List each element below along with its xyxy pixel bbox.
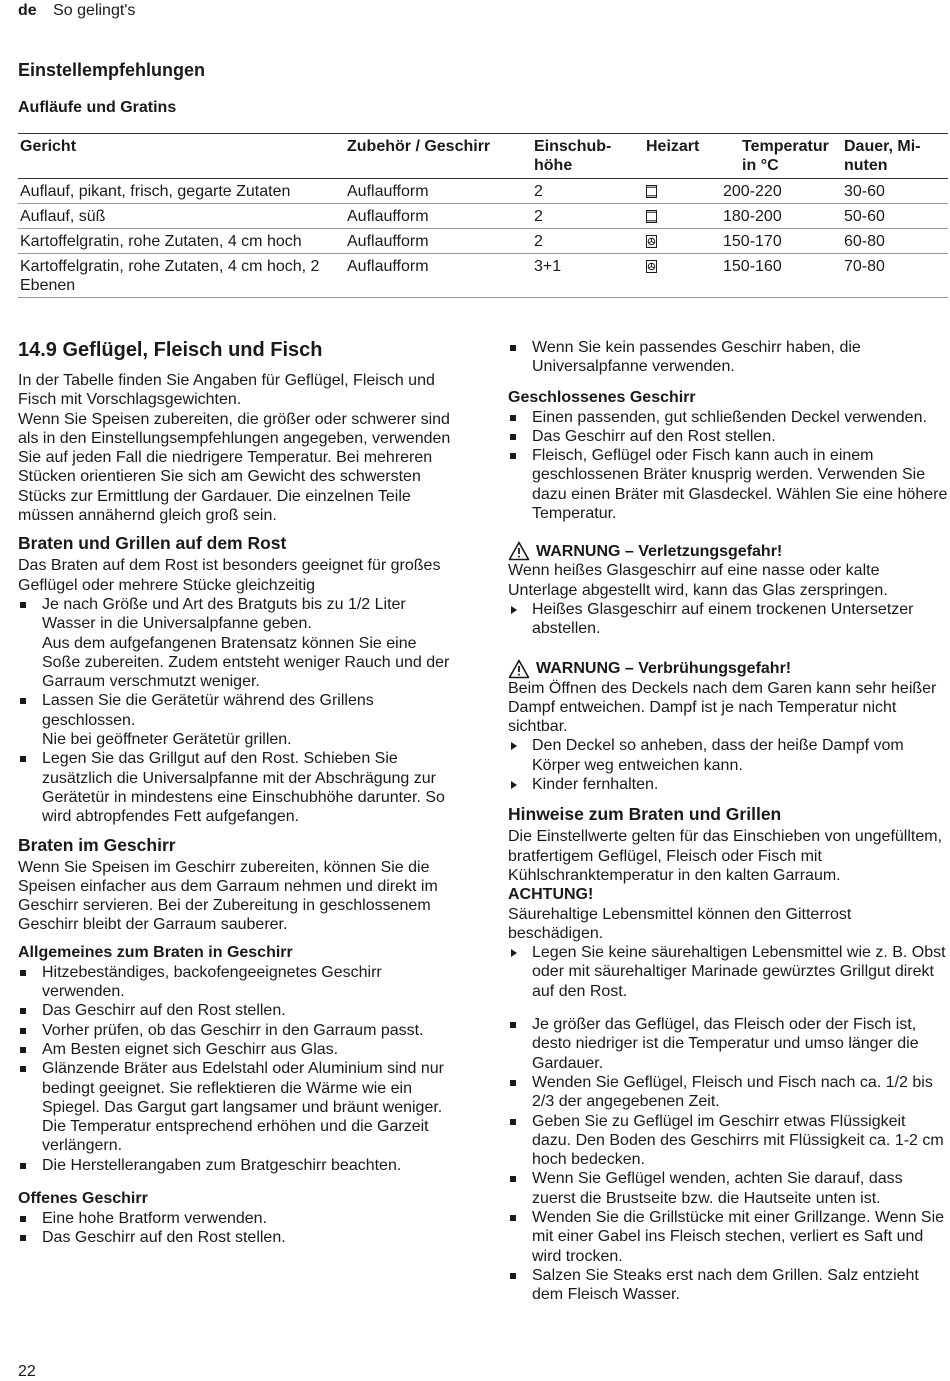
- col-time: Dauer, Mi-nuten: [842, 134, 948, 179]
- list-item: Je größer das Geflügel, das Fleisch oder der Fisch ist, desto niedriger ist die Temperatur und umso länger die Gardauer.: [508, 1015, 948, 1073]
- achtung-actions: [508, 943, 948, 1001]
- top-bottom-heat-icon: [646, 210, 657, 223]
- time-cell: 30-60: [842, 179, 948, 204]
- list-item-text: Je nach Größe und Art des Bratguts bis zu 1/2 Liter Wasser in die Universalpfanne geben.: [42, 595, 406, 633]
- dish-cell: Auflauf, süß: [18, 204, 345, 229]
- time-cell: 70-80: [842, 254, 948, 298]
- level-cell: 2: [532, 179, 644, 204]
- geschirr-heading: Braten im Geschirr: [18, 834, 176, 855]
- warning-text: Wenn heißes Glasgeschirr auf eine nasse oder kalte Unterlage abgestellt wird, kann das Glas zerspringen.: [508, 562, 888, 599]
- tool-cell: Auflaufform: [345, 229, 532, 254]
- allgemeines-heading: Allgemeines zum Braten in Geschirr: [18, 943, 293, 961]
- warning-actions: [508, 736, 948, 794]
- table-row: [18, 204, 948, 229]
- table-row: [18, 229, 948, 254]
- list-item: Fleisch, Geflügel oder Fisch kann auch in einem geschlossenen Bräter knusprig werden. Verwenden Sie dazu einen Bräter mit Glasdeckel. Wählen Sie eine höhere Temperatur.: [508, 446, 948, 523]
- temp-cell: 200-220: [721, 179, 842, 204]
- rost-heading: Braten und Grillen auf dem Rost: [18, 533, 287, 554]
- tool-cell: Auflaufform: [345, 179, 532, 204]
- section-title: 14.9 Geflügel, Fleisch und Fisch: [18, 339, 323, 361]
- warning-title: WARNUNG – Verbrühungsgefahr!: [536, 659, 792, 677]
- top-bottom-heat-icon: [646, 185, 657, 198]
- list-item: Das Geschirr auf den Rost stellen.: [18, 1228, 458, 1247]
- col-heat: Heizart: [644, 134, 721, 179]
- col-dish: Gericht: [18, 134, 345, 179]
- hinweise-list: [508, 1015, 948, 1304]
- page-number: 22: [18, 1363, 36, 1380]
- geschlossen-heading: Geschlossenes Geschirr: [508, 388, 696, 406]
- list-item: Wenn Sie kein passendes Geschirr haben, die Universalpfanne verwenden.: [508, 338, 948, 377]
- right-column: [508, 338, 948, 1304]
- col-accessory: Zubehör / Geschirr: [345, 134, 532, 179]
- time-cell: 50-60: [842, 204, 948, 229]
- list-item: Das Geschirr auf den Rost stellen.: [508, 427, 948, 446]
- level-cell: 2: [532, 229, 644, 254]
- list-item: Vorher prüfen, ob das Geschirr in den Garraum passt.: [18, 1021, 458, 1040]
- table-header-row: [18, 134, 948, 179]
- settings-subtitle: Aufläufe und Gratins: [18, 99, 177, 116]
- temp-cell: 150-160: [721, 254, 842, 298]
- page-header: [18, 2, 135, 20]
- warning-title: WARNUNG – Verletzungsgefahr!: [536, 542, 783, 560]
- list-item: Wenden Sie Geflügel, Fleisch und Fisch nach ca. 1/2 bis 2/3 der angegebenen Zeit.: [508, 1073, 948, 1112]
- list-item: Legen Sie keine säurehaltigen Lebensmittel wie z. B. Obst oder mit säurehaltiger Marinade gewürztes Grillgut direkt auf den Rost.: [508, 943, 948, 1001]
- temp-cell: 150-170: [721, 229, 842, 254]
- intro-paragraph: In der Tabelle finden Sie Angaben für Geflügel, Fleisch und Fisch mit Vorschlagsgewichten.: [18, 372, 435, 409]
- dish-cell: Auflauf, pikant, frisch, gegarte Zutaten: [18, 179, 345, 204]
- list-item: Kinder fernhalten.: [508, 775, 948, 794]
- settings-title: Einstellempfehlungen: [18, 60, 206, 80]
- achtung-label: ACHTUNG!: [508, 886, 594, 904]
- list-item: Legen Sie das Grillgut auf den Rost. Schieben Sie zusätzlich die Universalpfanne mit der Abschrägung zur Gerätetür in mindestens eine Einschubhöhe darunter. So wird abtropfendes Fett aufgefangen.: [18, 749, 458, 826]
- heat-cell: [644, 229, 721, 254]
- list-item: Den Deckel so anheben, dass der heiße Dampf vom Körper weg entweichen kann.: [508, 736, 948, 775]
- col-level: Einschub-höhe: [532, 134, 644, 179]
- heat-cell: [644, 179, 721, 204]
- time-cell: 60-80: [842, 229, 948, 254]
- achtung-text: Säurehaltige Lebensmittel können den Gitterrost beschädigen.: [508, 905, 852, 942]
- settings-table: [18, 133, 948, 298]
- intro-paragraph: Wenn Sie Speisen zubereiten, die größer oder schwerer sind als in den Einstellungsempfehlungen angegeben, verwenden Sie auf jeden Fall die niedrigere Temperatur. Bei mehreren Stücken orientieren Sie sich am Gewicht des schwersten Stücks zur Ermittlung der Gardauer. Die einzelnen Teile müssen annähernd gleich groß sein.: [18, 410, 451, 525]
- list-item: Einen passenden, gut schließenden Deckel verwenden.: [508, 408, 948, 427]
- level-cell: 2: [532, 204, 644, 229]
- header-section: So gelingt's: [53, 2, 136, 19]
- list-item-note: Nie bei geöffneter Gerätetür grillen.: [42, 731, 292, 749]
- offen-heading: Offenes Geschirr: [18, 1189, 148, 1207]
- offen-list: [18, 1209, 458, 1248]
- offen-list-cont: [508, 338, 948, 377]
- list-item: Glänzende Bräter aus Edelstahl oder Aluminium sind nur bedingt geeignet. Sie reflektieren die Wärme wie ein Spiegel. Das Gargut gart langsamer und bräunt weniger. Die Temperatur entsprechend erhöhen und die Garzeit verlängern.: [18, 1059, 458, 1155]
- list-item: [18, 595, 458, 691]
- list-item: Am Besten eignet sich Geschirr aus Glas.: [18, 1040, 458, 1059]
- geschlossen-list: [508, 408, 948, 524]
- left-column: [18, 338, 458, 1248]
- list-item-note: Aus dem aufgefangenen Bratensatz können Sie eine Soße zubereiten. Zudem entsteht weniger Rauch und der Garraum verschmutzt weniger.: [42, 634, 450, 691]
- list-item: Salzen Sie Steaks erst nach dem Grillen. Salz entzieht dem Fleisch Wasser.: [508, 1266, 948, 1305]
- tool-cell: Auflaufform: [345, 254, 532, 298]
- level-cell: 3+1: [532, 254, 644, 298]
- list-item: [18, 691, 458, 749]
- list-item: Die Herstellerangaben zum Bratgeschirr beachten.: [18, 1156, 458, 1175]
- hot-air-icon: [646, 260, 657, 273]
- warning-injury: [508, 541, 948, 561]
- heat-cell: [644, 204, 721, 229]
- col-temp: Temperatur in °C: [721, 134, 842, 179]
- dish-cell: Kartoffelgratin, rohe Zutaten, 4 cm hoch: [18, 229, 345, 254]
- list-item: Geben Sie zu Geflügel im Geschirr etwas Flüssigkeit dazu. Den Boden des Geschirrs mit Flüssigkeit ca. 1-2 cm hoch bedecken.: [508, 1112, 948, 1170]
- list-item: Heißes Glasgeschirr auf einem trockenen Untersetzer abstellen.: [508, 600, 948, 639]
- dish-cell: Kartoffelgratin, rohe Zutaten, 4 cm hoch, 2 Ebenen: [18, 254, 345, 298]
- list-item-text: Lassen Sie die Gerätetür während des Grillens geschlossen.: [42, 692, 374, 729]
- language-code: de: [18, 2, 37, 19]
- geschirr-intro: Wenn Sie Speisen im Geschirr zubereiten, können Sie die Speisen einfacher aus dem Garraum nehmen und direkt im Geschirr servieren. Bei der Zubereitung in geschlossenem Geschirr bleibt der Garraum sauberer.: [18, 858, 438, 934]
- warning-scald: [508, 659, 948, 679]
- allgemeines-list: [18, 963, 458, 1175]
- list-item: Wenden Sie die Grillstücke mit einer Grillzange. Wenn Sie mit einer Gabel ins Fleisch stechen, verliert es Saft und wird trocken.: [508, 1208, 948, 1266]
- hinweise-intro: Die Einstellwerte gelten für das Einschieben von ungefülltem, bratfertigem Geflügel, Fleisch oder Fisch mit Kühlschranktemperatur in den kalten Garraum.: [508, 828, 943, 884]
- hinweise-heading: Hinweise zum Braten und Grillen: [508, 804, 782, 825]
- warning-text: Beim Öffnen des Deckels nach dem Garen kann sehr heißer Dampf entweichen. Dampf ist je nach Temperatur nicht sichtbar.: [508, 679, 937, 736]
- warning-triangle-icon: [508, 541, 530, 561]
- list-item: Hitzebeständiges, backofengeeignetes Geschirr verwenden.: [18, 963, 458, 1002]
- warning-triangle-icon: [508, 659, 530, 679]
- list-item: Wenn Sie Geflügel wenden, achten Sie darauf, dass zuerst die Brustseite bzw. die Hautseite unten ist.: [508, 1169, 948, 1208]
- warning-actions: [508, 600, 948, 639]
- rost-intro: Das Braten auf dem Rost ist besonders geeignet für großes Geflügel oder mehrere Stücke gleichzeitig: [18, 557, 441, 594]
- heat-cell: [644, 254, 721, 298]
- tool-cell: Auflaufform: [345, 204, 532, 229]
- hot-air-icon: [646, 235, 657, 248]
- list-item: Das Geschirr auf den Rost stellen.: [18, 1001, 458, 1020]
- table-row: [18, 179, 948, 204]
- spacer: [508, 1001, 948, 1015]
- table-row: [18, 254, 948, 298]
- rost-list: [18, 595, 458, 827]
- temp-cell: 180-200: [721, 204, 842, 229]
- list-item: Eine hohe Bratform verwenden.: [18, 1209, 458, 1228]
